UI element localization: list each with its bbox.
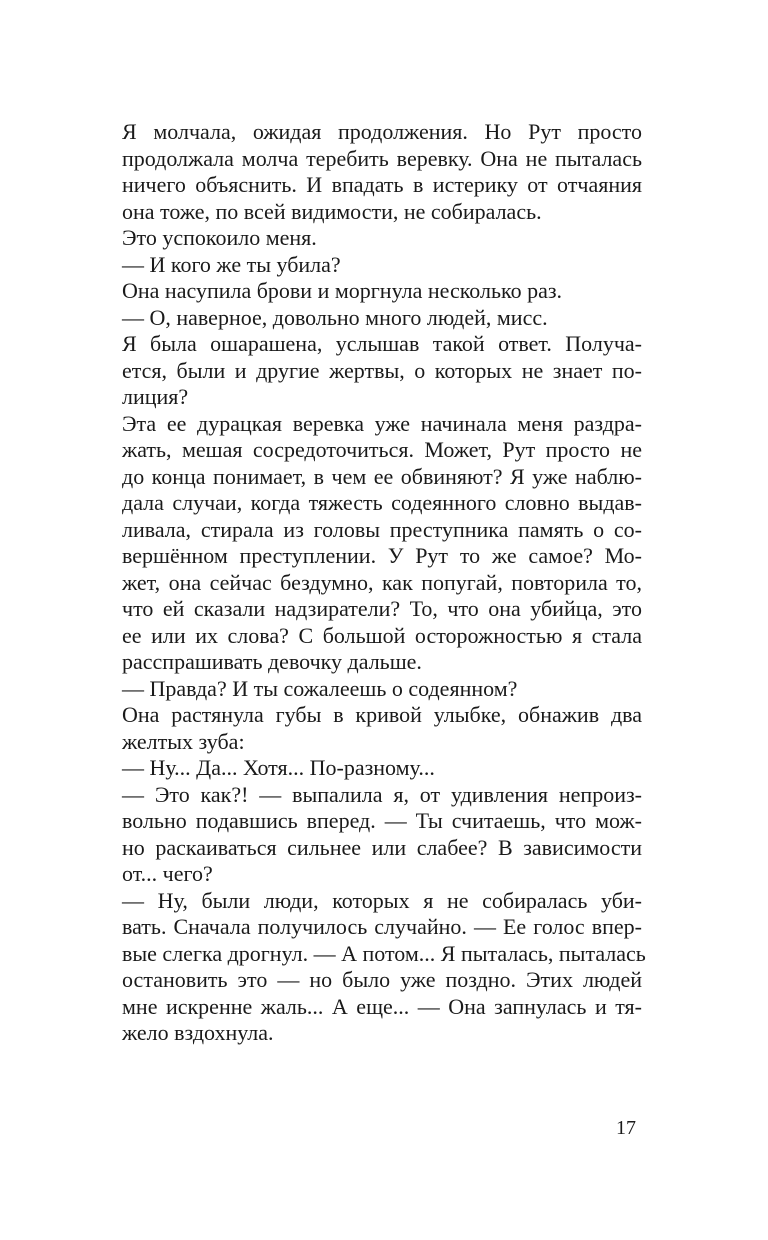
page-number: 17 (616, 1117, 636, 1139)
text-line: ее или их слова? С большой осторожностью я стала (122, 622, 642, 648)
text-line: расспрашивать девочку дальше. (122, 649, 422, 674)
body-text (122, 119, 646, 1047)
text-line: вые слегка дрогнул. — А потом... Я пыталась, пыталась (122, 940, 646, 966)
text-line: Эта ее дурацкая веревка уже начинала меня раздра- (122, 410, 642, 436)
text-line: но раскаиваться сильнее или слабее? В зависимости (122, 834, 642, 860)
text-line: до конца понимает, в чем ее обвиняют? Я уже наблю- (122, 463, 642, 489)
text-line: Она насупила брови и моргнула несколько раз. (122, 278, 563, 303)
text-line: жело вздохнула. (122, 1020, 274, 1045)
text-line: Я была ошарашена, услышав такой ответ. Получа- (122, 331, 642, 356)
text-line: — Ну, были люди, которых я не собиралась уби- (122, 887, 642, 913)
text-line: жать, мешая сосредоточиться. Может, Рут просто не (122, 437, 642, 462)
text-line: ничего объяснить. И впадать в истерику от отчаяния (122, 172, 642, 197)
text-line: вершённом преступлении. У Рут то же самое? Мо- (122, 543, 642, 568)
text-line: ливала, стирала из головы преступника память о со- (122, 516, 642, 542)
text-line: она тоже, по всей видимости, не собиралась. (122, 198, 542, 224)
text-line: желтых зуба: (122, 728, 245, 754)
text-line: дала случаи, когда тяжесть содеянного словно выдав- (122, 490, 642, 515)
text-line: лиция? (122, 384, 189, 409)
text-line: ется, были и другие жертвы, о которых не знает по- (122, 357, 642, 383)
text-line: — И кого же ты убила? (122, 251, 341, 277)
text-line: — О, наверное, довольно много людей, мисс. (122, 304, 548, 330)
text-line: Это успокоило меня. (122, 225, 317, 250)
text-line: — Это как?! — выпалила я, от удивления непроиз- (122, 781, 642, 807)
text-line: Она растянула губы в кривой улыбке, обнажив два (122, 702, 642, 727)
text-line: продолжала молча теребить веревку. Она не пыталась (122, 145, 642, 171)
text-line: жет, она сейчас бездумно, как попугай, повторила то, (122, 569, 642, 595)
text-line: вать. Сначала получилось случайно. — Ее голос впер- (122, 914, 642, 939)
text-line: вольно подавшись вперед. — Ты считаешь, что мож- (122, 808, 642, 833)
text-line: — Ну... Да... Хотя... По-разному... (122, 755, 435, 780)
text-line: от... чего? (122, 861, 213, 886)
text-line: — Правда? И ты сожалеешь о содеянном? (122, 675, 518, 701)
text-line: что ей сказали надзиратели? То, что она убийца, это (122, 596, 642, 621)
text-line: Я молчала, ожидая продолжения. Но Рут просто (122, 119, 642, 144)
text-line: мне искренне жаль... А еще... — Она запнулась и тя- (122, 993, 642, 1019)
text-line: остановить это — но было уже поздно. Этих людей (122, 967, 642, 992)
